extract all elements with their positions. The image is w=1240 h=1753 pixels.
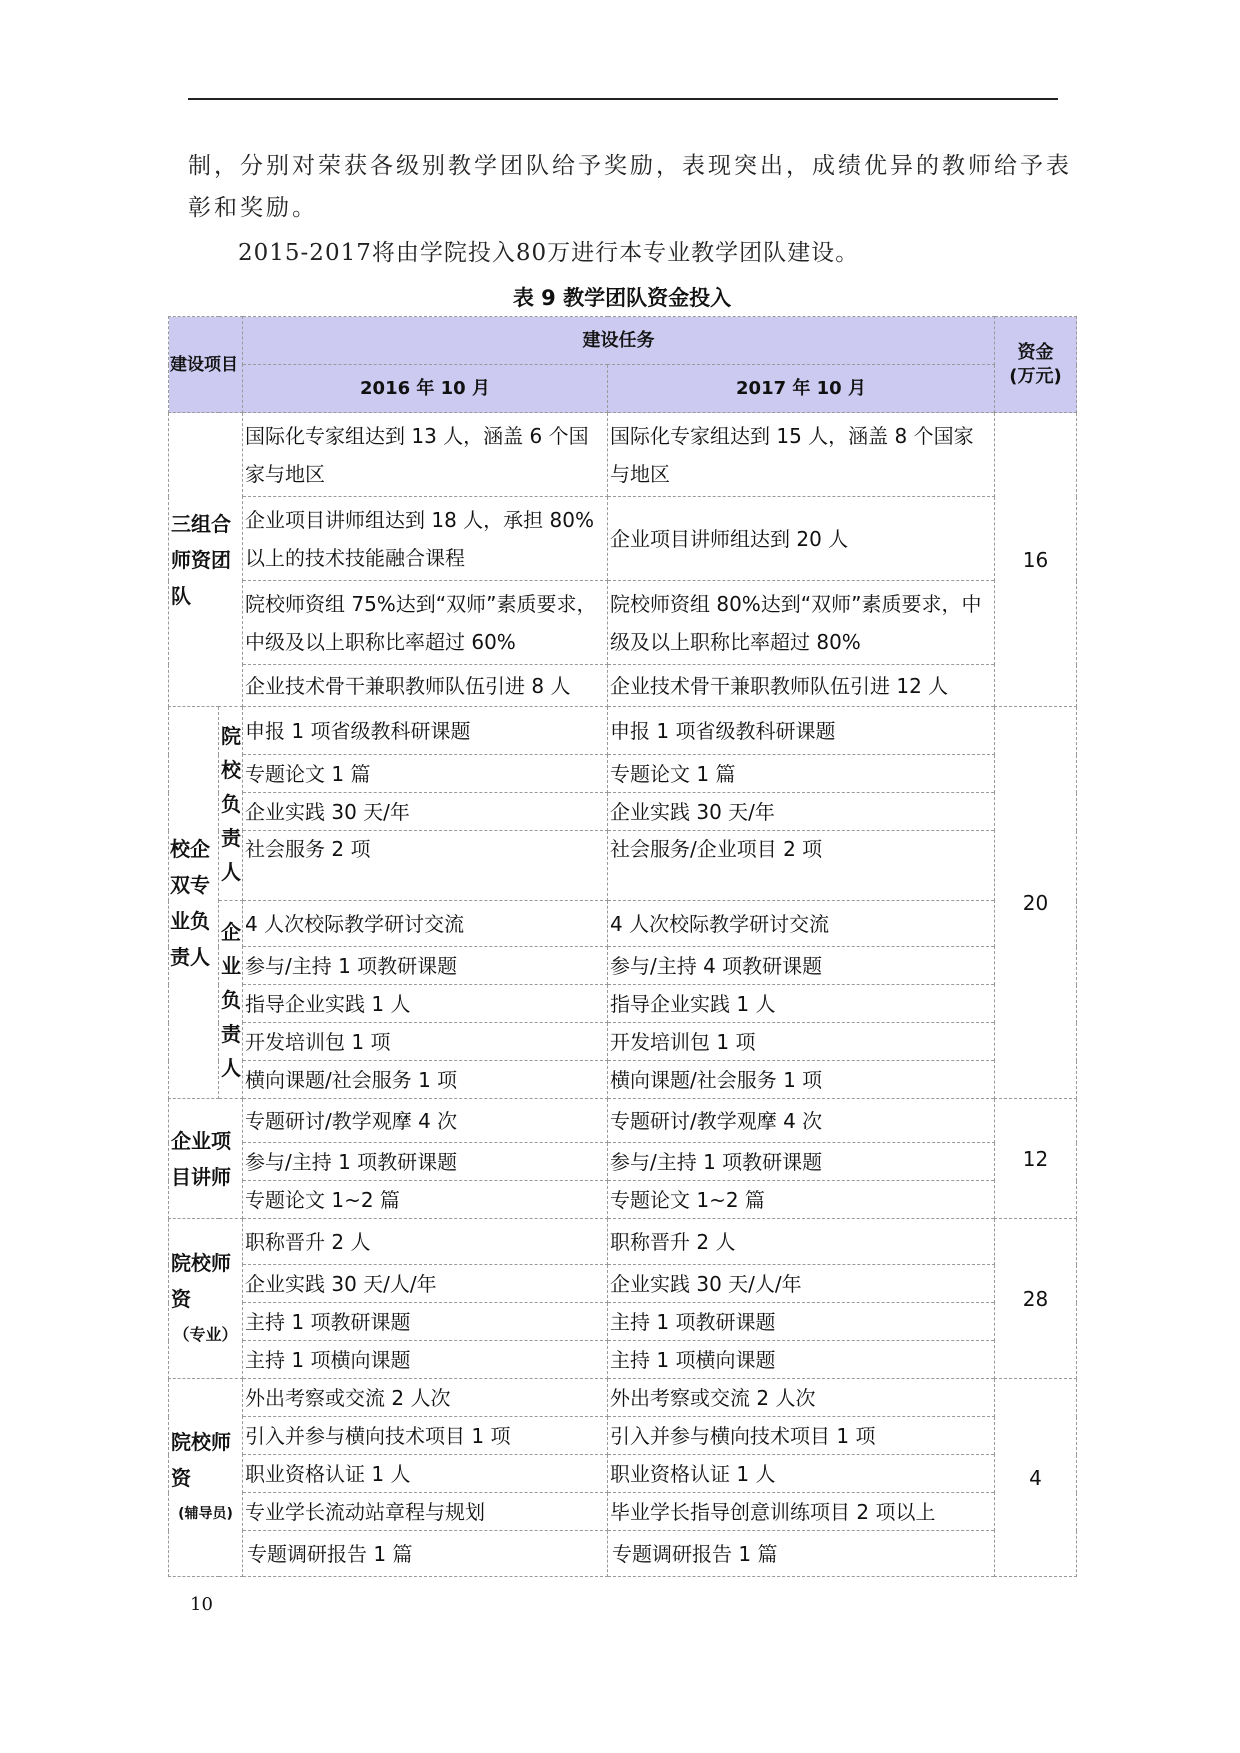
- task-2016: 参与/主持 1 项教研课题: [243, 947, 608, 985]
- task-2017: 横向课题/社会服务 1 项: [608, 1061, 995, 1099]
- header-money-line2: (万元): [1009, 365, 1062, 387]
- task-2017: 院校师资组 80%达到“双师”素质要求，中级及以上职称比率超过 80%: [608, 581, 995, 665]
- task-2017: 职业资格认证 1 人: [608, 1455, 995, 1493]
- task-2016: 参与/主持 1 项教研课题: [243, 1143, 608, 1181]
- subgroup-name: 企业负责人: [219, 901, 243, 1099]
- task-2017: 毕业学长指导创意训练项目 2 项以上: [608, 1493, 995, 1531]
- paragraph-line: 彰和奖励。: [188, 195, 318, 221]
- task-2016: 引入并参与横向技术项目 1 项: [243, 1417, 608, 1455]
- task-2016: 主持 1 项横向课题: [243, 1341, 608, 1379]
- header-rule: [188, 98, 1058, 100]
- group-money: 28: [995, 1219, 1077, 1379]
- header-task: 建设任务: [243, 317, 995, 365]
- body-paragraph-2: 2015-2017将由学院投入80万进行本专业教学团队建设。: [238, 240, 860, 266]
- task-2017: 企业项目讲师组达到 20 人: [608, 497, 995, 581]
- group-money: 4: [995, 1379, 1077, 1577]
- table-caption: 表 9 教学团队资金投入: [512, 286, 732, 310]
- task-2017: 国际化专家组达到 15 人，涵盖 8 个国家与地区: [608, 413, 995, 497]
- task-2016: 主持 1 项教研课题: [243, 1303, 608, 1341]
- task-2017: 开发培训包 1 项: [608, 1023, 995, 1061]
- group-name-note: （专业）: [173, 1324, 238, 1344]
- task-2016: 院校师资组 75%达到“双师”素质要求，中级及以上职称比率超过 60%: [243, 581, 608, 665]
- task-2016: 横向课题/社会服务 1 项: [243, 1061, 608, 1099]
- task-2017: 企业实践 30 天/人/年: [608, 1265, 995, 1303]
- task-2016: 企业技术骨干兼职教师队伍引进 8 人: [243, 665, 608, 707]
- task-2016: 专题调研报告 1 篇: [243, 1531, 608, 1577]
- group-name: 企业项目讲师: [169, 1099, 243, 1219]
- header-2016: 2016 年 10 月: [243, 365, 608, 413]
- subgroup-name: 院校负责人: [219, 707, 243, 901]
- task-2016: 职称晋升 2 人: [243, 1219, 608, 1265]
- task-2016: 国际化专家组达到 13 人，涵盖 6 个国家与地区: [243, 413, 608, 497]
- task-2017: 4 人次校际教学研讨交流: [608, 901, 995, 947]
- group-name-note: (辅导员): [178, 1505, 233, 1522]
- funding-table: [168, 316, 1077, 1577]
- header-item: 建设项目: [169, 317, 243, 413]
- task-2017: 参与/主持 4 项教研课题: [608, 947, 995, 985]
- task-2017: 专题论文 1 篇: [608, 755, 995, 793]
- task-2017: 主持 1 项教研课题: [608, 1303, 995, 1341]
- paragraph-line: 制，分别对荣获各级别教学团队给予奖励，表现突出，成绩优异的教师给予表: [188, 153, 1072, 179]
- group-money: 20: [995, 707, 1077, 1099]
- group-name-cell: [169, 1379, 243, 1577]
- task-2017: 主持 1 项横向课题: [608, 1341, 995, 1379]
- header-2017: 2017 年 10 月: [608, 365, 995, 413]
- header-money-line1: 资金: [1017, 341, 1054, 363]
- task-2016: 外出考察或交流 2 人次: [243, 1379, 608, 1417]
- task-2016: 社会服务 2 项: [243, 831, 608, 901]
- task-2017: 职称晋升 2 人: [608, 1219, 995, 1265]
- task-2016: 企业实践 30 天/年: [243, 793, 608, 831]
- task-2017: 申报 1 项省级教科研课题: [608, 707, 995, 755]
- group-money: 12: [995, 1099, 1077, 1219]
- page-number: 10: [190, 1594, 213, 1615]
- task-2017: 专题研讨/教学观摩 4 次: [608, 1099, 995, 1143]
- task-2016: 专题论文 1~2 篇: [243, 1181, 608, 1219]
- task-2016: 开发培训包 1 项: [243, 1023, 608, 1061]
- task-2017: 参与/主持 1 项教研课题: [608, 1143, 995, 1181]
- task-2017: 外出考察或交流 2 人次: [608, 1379, 995, 1417]
- task-2016: 企业项目讲师组达到 18 人，承担 80%以上的技术技能融合课程: [243, 497, 608, 581]
- task-2016: 职业资格认证 1 人: [243, 1455, 608, 1493]
- task-2016: 申报 1 项省级教科研课题: [243, 707, 608, 755]
- task-2017: 专题调研报告 1 篇: [608, 1531, 995, 1577]
- task-2017: 专题论文 1~2 篇: [608, 1181, 995, 1219]
- body-paragraph-1: [188, 145, 1072, 229]
- task-2016: 专题论文 1 篇: [243, 755, 608, 793]
- group-name: 院校师资: [171, 1250, 231, 1311]
- group-name: 校企双专业负责人: [169, 707, 219, 1099]
- task-2016: 企业实践 30 天/人/年: [243, 1265, 608, 1303]
- group-name: 院校师资: [171, 1429, 231, 1490]
- task-2017: 引入并参与横向技术项目 1 项: [608, 1417, 995, 1455]
- task-2016: 4 人次校际教学研讨交流: [243, 901, 608, 947]
- task-2017: 社会服务/企业项目 2 项: [608, 831, 995, 901]
- task-2017: 企业技术骨干兼职教师队伍引进 12 人: [608, 665, 995, 707]
- task-2017: 指导企业实践 1 人: [608, 985, 995, 1023]
- header-money: [995, 317, 1077, 413]
- task-2016: 专题研讨/教学观摩 4 次: [243, 1099, 608, 1143]
- group-money: 16: [995, 413, 1077, 707]
- group-name: 三组合师资团队: [169, 413, 243, 707]
- task-2017: 企业实践 30 天/年: [608, 793, 995, 831]
- task-2016: 指导企业实践 1 人: [243, 985, 608, 1023]
- group-name-cell: [169, 1219, 243, 1379]
- task-2016: 专业学长流动站章程与规划: [243, 1493, 608, 1531]
